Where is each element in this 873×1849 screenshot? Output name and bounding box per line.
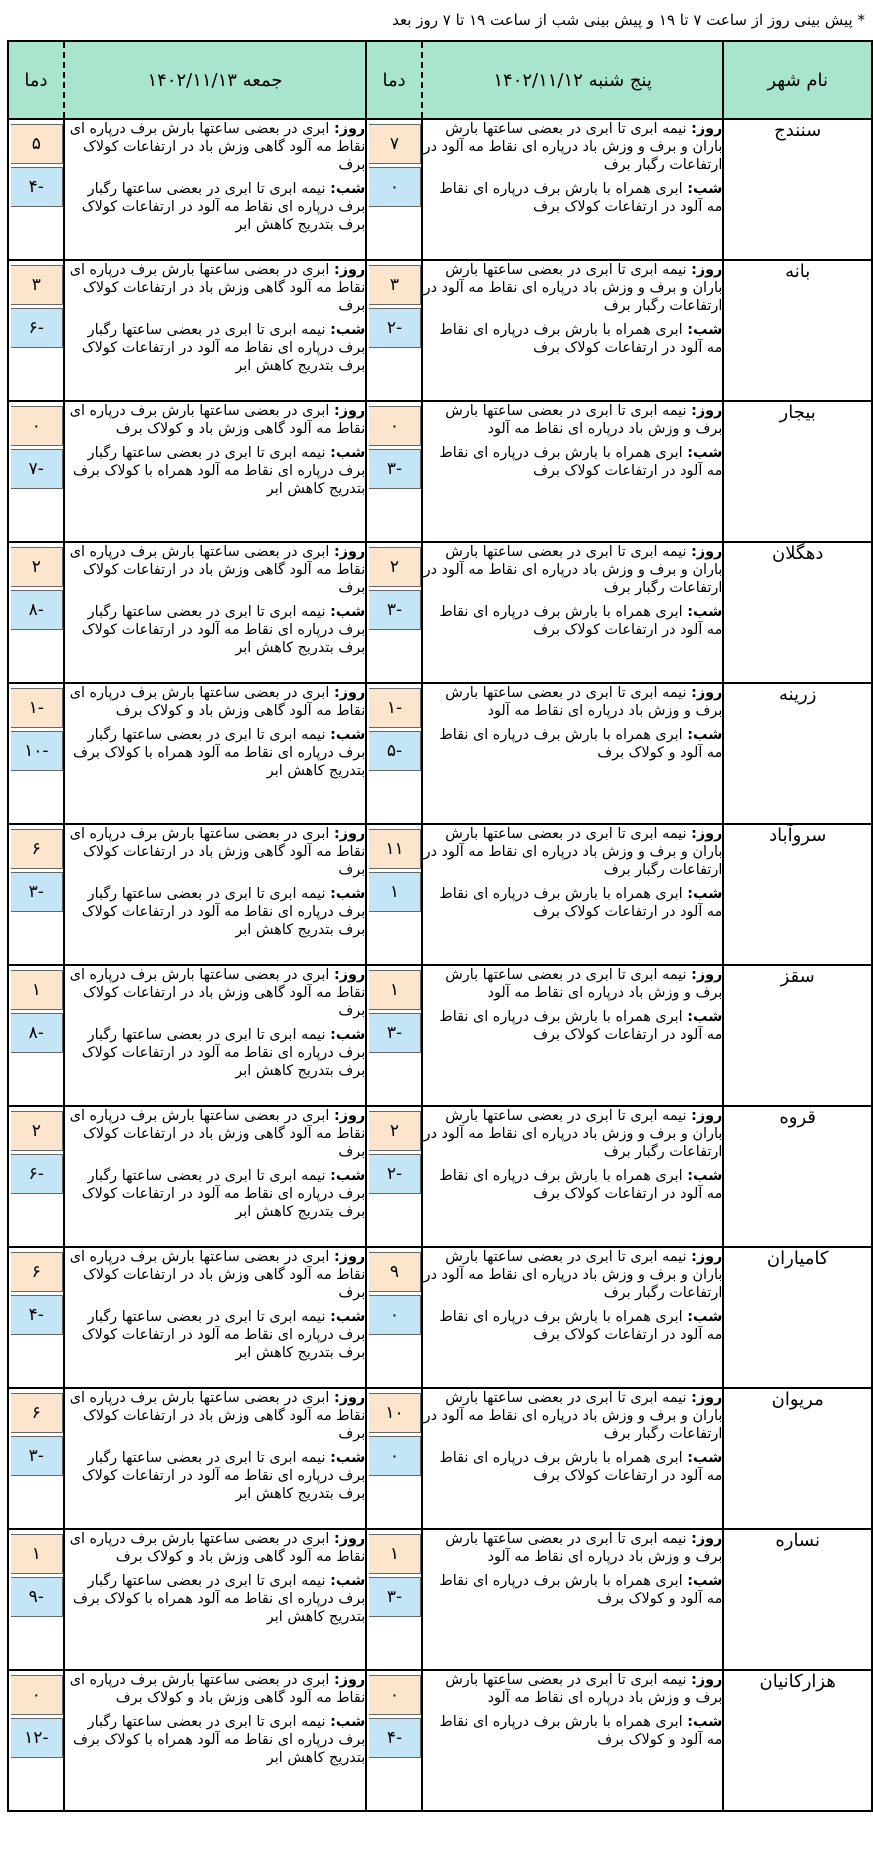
day1-night-forecast <box>423 1449 722 1485</box>
day1-description <box>422 824 723 965</box>
day1-max-temp: ۱ <box>369 970 421 1010</box>
day1-temperature <box>366 1106 422 1247</box>
day2-night-forecast <box>65 444 365 498</box>
day-label: روز: <box>691 403 723 419</box>
night-label: شب: <box>330 1168 366 1184</box>
day1-night-text: ابری همراه با بارش برف درپاره ای نقاط مه آلود در ارتفاعات کولاک برف <box>439 1009 723 1043</box>
day2-night-text: نیمه ابری تا ابری در بعضی ساعتها رگبار برف درپاره ای نقاط مه آلود در ارتفاعات کولاک برف بتدریج کاهش ابر <box>81 1450 366 1502</box>
day1-description <box>422 1106 723 1247</box>
day2-night-text: نیمه ابری تا ابری در بعضی ساعتها رگبار برف درپاره ای نقاط مه آلود در ارتفاعات کولاک برف بتدریج کاهش ابر <box>81 181 366 233</box>
night-label: شب: <box>330 604 366 620</box>
day2-min-temp: -۱۰ <box>11 731 63 771</box>
day1-temperature <box>366 965 422 1106</box>
night-label: شب: <box>687 445 723 461</box>
day2-day-forecast <box>65 120 365 174</box>
night-label: شب: <box>330 322 366 338</box>
day2-temperature <box>8 119 64 260</box>
day2-day-forecast <box>65 1248 365 1302</box>
day1-day-forecast <box>423 1107 722 1161</box>
table-header-row <box>8 41 872 119</box>
night-label: شب: <box>687 181 723 197</box>
day2-day-text: ابری در بعضی ساعتها بارش برف درپاره ای نقاط مه آلود گاهی وزش باد در ارتفاعات کولاک برف <box>69 1390 366 1442</box>
day1-description <box>422 1247 723 1388</box>
day2-max-temp: ۰ <box>11 406 63 446</box>
day2-max-temp: ۶ <box>11 829 63 869</box>
day2-max-temp: ۲ <box>11 1111 63 1151</box>
day1-day-text: نیمه ابری تا ابری در بعضی ساعتها بارش برف و وزش باد درپاره ای نقاط مه آلود <box>445 1531 723 1565</box>
day1-day-text: نیمه ابری تا ابری در بعضی ساعتها بارش باران و برف و وزش باد درپاره ای نقاط مه آلود در ارتفاعات رگبار برف <box>423 1249 723 1301</box>
day-label: روز: <box>333 685 366 701</box>
table-row <box>8 401 872 542</box>
night-label: شب: <box>687 1573 723 1589</box>
day1-min-temp: ۰ <box>369 167 421 207</box>
day2-day-text: ابری در بعضی ساعتها بارش برف درپاره ای نقاط مه آلود گاهی وزش باد و کولاک برف <box>69 1672 366 1706</box>
day1-min-temp: ۰ <box>369 1295 421 1335</box>
day2-temperature <box>8 1670 64 1811</box>
day1-night-text: ابری همراه با بارش برف درپاره ای نقاط مه آلود در ارتفاعات کولاک برف <box>439 604 723 638</box>
day2-night-text: نیمه ابری تا ابری در بعضی ساعتها رگبار برف درپاره ای نقاط مه آلود همراه با کولاک برف بتدریج کاهش ابر <box>73 1573 366 1625</box>
day1-day-forecast <box>423 1248 722 1302</box>
day-label: روز: <box>691 1249 723 1265</box>
night-label: شب: <box>687 1309 723 1325</box>
day2-day-forecast <box>65 684 365 720</box>
day2-day-text: ابری در بعضی ساعتها بارش برف درپاره ای نقاط مه آلود گاهی وزش باد در ارتفاعات کولاک برف <box>69 544 366 596</box>
day2-day-forecast <box>65 1671 365 1707</box>
night-label: شب: <box>687 322 723 338</box>
day1-day-forecast <box>423 684 722 720</box>
day2-night-forecast <box>65 885 365 939</box>
day1-day-text: نیمه ابری تا ابری در بعضی ساعتها بارش برف و وزش باد درپاره ای نقاط مه آلود <box>445 685 723 719</box>
forecast-table <box>7 40 873 1812</box>
day1-day-text: نیمه ابری تا ابری در بعضی ساعتها بارش باران و برف و وزش باد درپاره ای نقاط مه آلود در ارتفاعات رگبار برف <box>423 826 723 878</box>
city-name: هزارکانیان <box>723 1670 872 1811</box>
day-label: روز: <box>691 1108 723 1124</box>
day1-night-forecast <box>423 1167 722 1203</box>
day1-night-text: ابری همراه با بارش برف درپاره ای نقاط مه آلود در ارتفاعات کولاک برف <box>439 181 723 215</box>
day2-day-forecast <box>65 1107 365 1161</box>
day1-description <box>422 1529 723 1670</box>
day1-max-temp: ۳ <box>369 265 421 305</box>
day2-min-temp: -۳ <box>11 1436 63 1476</box>
day2-night-forecast <box>65 1449 365 1503</box>
city-name: بیجار <box>723 401 872 542</box>
day2-night-text: نیمه ابری تا ابری در بعضی ساعتها رگبار برف درپاره ای نقاط مه آلود در ارتفاعات کولاک برف بتدریج کاهش ابر <box>81 604 366 656</box>
day2-description <box>64 1670 366 1811</box>
day1-day-text: نیمه ابری تا ابری در بعضی ساعتها بارش باران و برف و وزش باد درپاره ای نقاط مه آلود در ارتفاعات رگبار برف <box>423 544 723 596</box>
day2-day-text: ابری در بعضی ساعتها بارش برف درپاره ای نقاط مه آلود گاهی وزش باد در ارتفاعات کولاک برف <box>69 1249 366 1301</box>
night-label: شب: <box>687 1714 723 1730</box>
day1-min-temp: -۲ <box>369 1154 421 1194</box>
day2-night-forecast <box>65 1167 365 1221</box>
day2-min-temp: -۴ <box>11 167 63 207</box>
day2-description <box>64 119 366 260</box>
day2-max-temp: -۱ <box>11 688 63 728</box>
day1-day-forecast <box>423 120 722 174</box>
night-label: شب: <box>687 727 723 743</box>
day2-day-forecast <box>65 402 365 438</box>
day-label: روز: <box>691 262 723 278</box>
night-label: شب: <box>330 1714 366 1730</box>
table-row <box>8 1529 872 1670</box>
day1-min-temp: -۳ <box>369 590 421 630</box>
day2-day-forecast <box>65 1530 365 1566</box>
day1-night-forecast <box>423 444 722 480</box>
day1-day-forecast <box>423 543 722 597</box>
day1-max-temp: ۱۰ <box>369 1393 421 1433</box>
day1-min-temp: -۴ <box>369 1718 421 1758</box>
table-row <box>8 1247 872 1388</box>
day1-night-text: ابری همراه با بارش برف درپاره ای نقاط مه آلود در ارتفاعات کولاک برف <box>439 322 723 356</box>
day1-day-text: نیمه ابری تا ابری در بعضی ساعتها بارش باران و برف و وزش باد درپاره ای نقاط مه آلود در ارتفاعات رگبار برف <box>423 1108 723 1160</box>
day-label: روز: <box>691 685 723 701</box>
day1-day-forecast <box>423 966 722 1002</box>
day2-min-temp: -۴ <box>11 1295 63 1335</box>
day1-max-temp: ۹ <box>369 1252 421 1292</box>
city-name: قروه <box>723 1106 872 1247</box>
day2-min-temp: -۸ <box>11 590 63 630</box>
day2-temperature <box>8 965 64 1106</box>
day1-night-forecast <box>423 885 722 921</box>
day2-min-temp: -۸ <box>11 1013 63 1053</box>
night-label: شب: <box>687 1450 723 1466</box>
day1-max-temp: ۲ <box>369 547 421 587</box>
day1-night-forecast <box>423 1713 722 1749</box>
day2-max-temp: ۱ <box>11 970 63 1010</box>
day-label: روز: <box>691 1390 723 1406</box>
city-name: سنندج <box>723 119 872 260</box>
day1-min-temp: ۰ <box>369 1436 421 1476</box>
day1-min-temp: -۳ <box>369 1013 421 1053</box>
night-label: شب: <box>330 1309 366 1325</box>
day1-night-forecast <box>423 321 722 357</box>
day2-temperature <box>8 1529 64 1670</box>
day1-temperature <box>366 824 422 965</box>
day2-temperature <box>8 542 64 683</box>
day2-min-temp: -۶ <box>11 308 63 348</box>
day1-day-text: نیمه ابری تا ابری در بعضی ساعتها بارش برف و وزش باد درپاره ای نقاط مه آلود <box>445 967 723 1001</box>
day1-night-text: ابری همراه با بارش برف درپاره ای نقاط مه آلود در ارتفاعات کولاک برف <box>439 886 723 920</box>
header-day1-date: پنج شنبه ۱۴۰۲/۱۱/۱۲ <box>422 41 723 119</box>
day2-night-text: نیمه ابری تا ابری در بعضی ساعتها رگبار برف درپاره ای نقاط مه آلود در ارتفاعات کولاک برف بتدریج کاهش ابر <box>81 1027 366 1079</box>
day1-day-forecast <box>423 261 722 315</box>
day1-day-text: نیمه ابری تا ابری در بعضی ساعتها بارش برف و وزش باد درپاره ای نقاط مه آلود <box>445 1672 723 1706</box>
day2-day-text: ابری در بعضی ساعتها بارش برف درپاره ای نقاط مه آلود گاهی وزش باد در ارتفاعات کولاک برف <box>69 967 366 1019</box>
day1-description <box>422 965 723 1106</box>
day2-temperature <box>8 401 64 542</box>
day-label: روز: <box>333 1249 366 1265</box>
day2-min-temp: -۶ <box>11 1154 63 1194</box>
day1-temperature <box>366 683 422 824</box>
day1-max-temp: ۲ <box>369 1111 421 1151</box>
day1-night-forecast <box>423 1308 722 1344</box>
day1-day-forecast <box>423 1389 722 1443</box>
day1-night-forecast <box>423 1008 722 1044</box>
day1-description <box>422 119 723 260</box>
header-day2-date: جمعه ۱۴۰۲/۱۱/۱۳ <box>64 41 366 119</box>
table-row <box>8 1388 872 1529</box>
day2-day-forecast <box>65 543 365 597</box>
day1-night-forecast <box>423 726 722 762</box>
day2-night-forecast <box>65 1572 365 1626</box>
day2-night-text: نیمه ابری تا ابری در بعضی ساعتها رگبار برف درپاره ای نقاط مه آلود در ارتفاعات کولاک برف بتدریج کاهش ابر <box>81 886 366 938</box>
day2-max-temp: ۳ <box>11 265 63 305</box>
night-label: شب: <box>330 445 366 461</box>
header-city: نام شهر <box>723 41 872 119</box>
day2-day-text: ابری در بعضی ساعتها بارش برف درپاره ای نقاط مه آلود گاهی وزش باد در ارتفاعات کولاک برف <box>69 826 366 878</box>
day1-max-temp: ۰ <box>369 1675 421 1715</box>
day2-description <box>64 260 366 401</box>
day1-day-text: نیمه ابری تا ابری در بعضی ساعتها بارش برف و وزش باد درپاره ای نقاط مه آلود <box>445 403 723 437</box>
night-label: شب: <box>330 1027 366 1043</box>
forecast-note: * پیش بینی روز از ساعت ۷ تا ۱۹ و پیش بینی شب از ساعت ۱۹ تا ۷ روز بعد <box>392 11 865 29</box>
day1-max-temp: -۱ <box>369 688 421 728</box>
header-day1-temp: دما <box>366 41 422 119</box>
day2-day-forecast <box>65 261 365 315</box>
day-label: روز: <box>333 262 366 278</box>
day2-temperature <box>8 260 64 401</box>
day2-max-temp: ۰ <box>11 1675 63 1715</box>
day1-max-temp: ۷ <box>369 124 421 164</box>
table-row <box>8 824 872 965</box>
day1-description <box>422 1670 723 1811</box>
day2-description <box>64 1106 366 1247</box>
day1-day-forecast <box>423 1530 722 1566</box>
city-name: مریوان <box>723 1388 872 1529</box>
day2-temperature <box>8 1247 64 1388</box>
night-label: شب: <box>687 1009 723 1025</box>
day2-night-text: نیمه ابری تا ابری در بعضی ساعتها رگبار برف درپاره ای نقاط مه آلود همراه با کولاک برف بتدریج کاهش ابر <box>73 445 366 497</box>
day1-day-forecast <box>423 402 722 438</box>
night-label: شب: <box>687 886 723 902</box>
day1-description <box>422 542 723 683</box>
day-label: روز: <box>691 1672 723 1688</box>
table-row <box>8 683 872 824</box>
day1-min-temp: ۱ <box>369 872 421 912</box>
day2-temperature <box>8 1106 64 1247</box>
day2-night-text: نیمه ابری تا ابری در بعضی ساعتها رگبار برف درپاره ای نقاط مه آلود در ارتفاعات کولاک برف بتدریج کاهش ابر <box>81 1168 366 1220</box>
day-label: روز: <box>333 1672 366 1688</box>
day1-description <box>422 401 723 542</box>
day-label: روز: <box>333 826 366 842</box>
day1-night-text: ابری همراه با بارش برف درپاره ای نقاط مه آلود در ارتفاعات کولاک برف <box>439 1309 723 1343</box>
day2-min-temp: -۱۲ <box>11 1718 63 1758</box>
day2-night-forecast <box>65 726 365 780</box>
day1-night-text: ابری همراه با بارش برف درپاره ای نقاط مه آلود و کولاک برف <box>439 1573 723 1607</box>
day2-description <box>64 965 366 1106</box>
table-row <box>8 260 872 401</box>
day2-night-text: نیمه ابری تا ابری در بعضی ساعتها رگبار برف درپاره ای نقاط مه آلود در ارتفاعات کولاک برف بتدریج کاهش ابر <box>81 322 366 374</box>
day2-description <box>64 824 366 965</box>
day2-day-forecast <box>65 1389 365 1443</box>
day2-day-text: ابری در بعضی ساعتها بارش برف درپاره ای نقاط مه آلود گاهی وزش باد و کولاک برف <box>69 685 366 719</box>
night-label: شب: <box>330 886 366 902</box>
day2-day-text: ابری در بعضی ساعتها بارش برف درپاره ای نقاط مه آلود گاهی وزش باد و کولاک برف <box>69 403 366 437</box>
day2-min-temp: -۳ <box>11 872 63 912</box>
day1-night-text: ابری همراه با بارش برف درپاره ای نقاط مه آلود در ارتفاعات کولاک برف <box>439 1168 723 1202</box>
day2-night-forecast <box>65 180 365 234</box>
day1-temperature <box>366 401 422 542</box>
day2-max-temp: ۶ <box>11 1393 63 1433</box>
day2-day-forecast <box>65 966 365 1020</box>
day-label: روز: <box>691 826 723 842</box>
city-name: دهگلان <box>723 542 872 683</box>
day-label: روز: <box>333 967 366 983</box>
day1-min-temp: -۲ <box>369 308 421 348</box>
table-row <box>8 965 872 1106</box>
day2-description <box>64 401 366 542</box>
day2-description <box>64 1529 366 1670</box>
day1-night-text: ابری همراه با بارش برف درپاره ای نقاط مه آلود در ارتفاعات کولاک برف <box>439 445 723 479</box>
day2-day-text: ابری در بعضی ساعتها بارش برف درپاره ای نقاط مه آلود گاهی وزش باد در ارتفاعات کولاک برف <box>69 262 366 314</box>
day1-min-temp: -۳ <box>369 1577 421 1617</box>
day2-day-text: ابری در بعضی ساعتها بارش برف درپاره ای نقاط مه آلود گاهی وزش باد در ارتفاعات کولاک برف <box>69 121 366 173</box>
day1-temperature <box>366 1529 422 1670</box>
day1-day-text: نیمه ابری تا ابری در بعضی ساعتها بارش باران و برف و وزش باد درپاره ای نقاط مه آلود در ارتفاعات رگبار برف <box>423 1390 723 1442</box>
day1-night-forecast <box>423 603 722 639</box>
day1-day-forecast <box>423 1671 722 1707</box>
day2-description <box>64 1247 366 1388</box>
day2-max-temp: ۱ <box>11 1534 63 1574</box>
day1-max-temp: ۱ <box>369 1534 421 1574</box>
day-label: روز: <box>333 1108 366 1124</box>
day-label: روز: <box>333 1390 366 1406</box>
day1-temperature <box>366 260 422 401</box>
night-label: شب: <box>330 1573 366 1589</box>
day1-temperature <box>366 1388 422 1529</box>
day1-night-text: ابری همراه با بارش برف درپاره ای نقاط مه آلود و کولاک برف <box>439 1714 723 1748</box>
city-name: سروآباد <box>723 824 872 965</box>
day2-night-forecast <box>65 321 365 375</box>
day1-day-forecast <box>423 825 722 879</box>
table-row <box>8 542 872 683</box>
day2-max-temp: ۶ <box>11 1252 63 1292</box>
city-name: کامیاران <box>723 1247 872 1388</box>
day2-max-temp: ۵ <box>11 124 63 164</box>
day2-max-temp: ۲ <box>11 547 63 587</box>
city-name: سقز <box>723 965 872 1106</box>
day2-night-text: نیمه ابری تا ابری در بعضی ساعتها رگبار برف درپاره ای نقاط مه آلود همراه با کولاک برف بتدریج کاهش ابر <box>73 727 366 779</box>
day1-day-text: نیمه ابری تا ابری در بعضی ساعتها بارش باران و برف و وزش باد درپاره ای نقاط مه آلود در ارتفاعات رگبار برف <box>423 262 723 314</box>
day2-day-forecast <box>65 825 365 879</box>
day-label: روز: <box>333 1531 366 1547</box>
day1-max-temp: ۰ <box>369 406 421 446</box>
day2-description <box>64 683 366 824</box>
day2-min-temp: -۷ <box>11 449 63 489</box>
day-label: روز: <box>333 544 366 560</box>
day-label: روز: <box>691 544 723 560</box>
day2-day-text: ابری در بعضی ساعتها بارش برف درپاره ای نقاط مه آلود گاهی وزش باد و کولاک برف <box>69 1531 366 1565</box>
day1-min-temp: -۳ <box>369 449 421 489</box>
night-label: شب: <box>687 1168 723 1184</box>
day-label: روز: <box>691 1531 723 1547</box>
night-label: شب: <box>330 1450 366 1466</box>
day2-night-forecast <box>65 1308 365 1362</box>
day2-temperature <box>8 683 64 824</box>
day1-temperature <box>366 1670 422 1811</box>
header-day2-temp: دما <box>8 41 64 119</box>
day-label: روز: <box>691 967 723 983</box>
table-row <box>8 1670 872 1811</box>
day1-temperature <box>366 119 422 260</box>
city-name: نساره <box>723 1529 872 1670</box>
day1-max-temp: ۱۱ <box>369 829 421 869</box>
day-label: روز: <box>333 121 366 137</box>
day2-night-forecast <box>65 603 365 657</box>
day1-night-text: ابری همراه با بارش برف درپاره ای نقاط مه آلود و کولاک برف <box>439 727 723 761</box>
day-label: روز: <box>333 403 366 419</box>
table-row <box>8 1106 872 1247</box>
day2-day-text: ابری در بعضی ساعتها بارش برف درپاره ای نقاط مه آلود گاهی وزش باد در ارتفاعات کولاک برف <box>69 1108 366 1160</box>
night-label: شب: <box>330 727 366 743</box>
day-label: روز: <box>691 121 723 137</box>
day2-temperature <box>8 1388 64 1529</box>
day2-temperature <box>8 824 64 965</box>
day1-night-forecast <box>423 180 722 216</box>
day1-description <box>422 1388 723 1529</box>
city-name: بانه <box>723 260 872 401</box>
day1-min-temp: -۵ <box>369 731 421 771</box>
day2-night-text: نیمه ابری تا ابری در بعضی ساعتها رگبار برف درپاره ای نقاط مه آلود در ارتفاعات کولاک برف بتدریج کاهش ابر <box>81 1309 366 1361</box>
night-label: شب: <box>687 604 723 620</box>
day1-night-text: ابری همراه با بارش برف درپاره ای نقاط مه آلود در ارتفاعات کولاک برف <box>439 1450 723 1484</box>
day1-day-text: نیمه ابری تا ابری در بعضی ساعتها بارش باران و برف و وزش باد درپاره ای نقاط مه آلود در ارتفاعات رگبار برف <box>423 121 723 173</box>
day2-description <box>64 542 366 683</box>
day2-night-text: نیمه ابری تا ابری در بعضی ساعتها رگبار برف درپاره ای نقاط مه آلود همراه با کولاک برف بتدریج کاهش ابر <box>73 1714 366 1766</box>
day1-night-forecast <box>423 1572 722 1608</box>
day2-description <box>64 1388 366 1529</box>
forecast-rows <box>8 119 872 1811</box>
day2-min-temp: -۹ <box>11 1577 63 1617</box>
day2-night-forecast <box>65 1713 365 1767</box>
day1-description <box>422 260 723 401</box>
city-name: زرینه <box>723 683 872 824</box>
day1-description <box>422 683 723 824</box>
day1-temperature <box>366 1247 422 1388</box>
night-label: شب: <box>330 181 366 197</box>
day1-temperature <box>366 542 422 683</box>
day2-night-forecast <box>65 1026 365 1080</box>
table-row <box>8 119 872 260</box>
